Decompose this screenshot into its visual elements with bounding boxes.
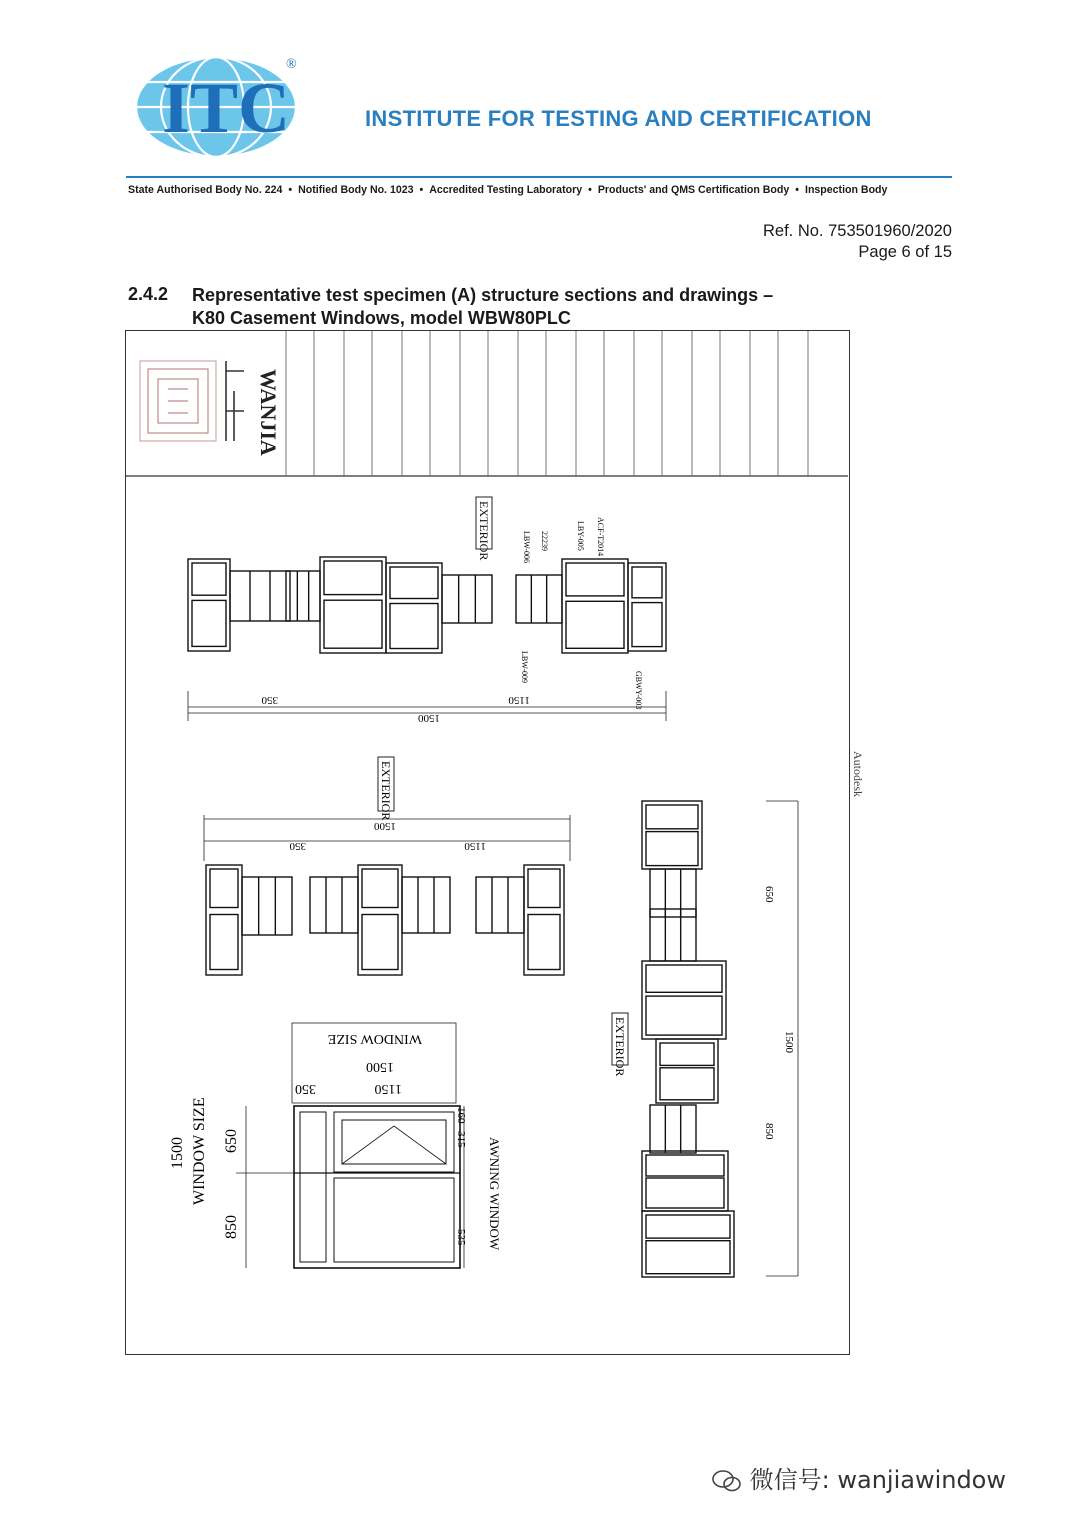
part-code: ACF-T2014: [596, 517, 605, 557]
bullet: •: [288, 184, 293, 196]
section-profile-2: [206, 865, 564, 975]
part-code: 22239: [540, 531, 549, 551]
glass-unit: [650, 1105, 696, 1153]
dim-label: 1500: [374, 820, 396, 832]
dim-label: 350: [261, 694, 278, 706]
profile-chamber: [210, 915, 238, 970]
section-title-line1: Representative test specimen (A) structure sections and drawings –: [192, 285, 774, 305]
profile-chamber: [660, 1068, 714, 1100]
part-code: LBW-006: [522, 531, 531, 563]
profile-chamber: [646, 805, 698, 829]
part-code: LBW-009: [520, 651, 529, 683]
profile-chamber: [632, 603, 662, 647]
dim-label: 1500: [169, 1137, 186, 1169]
profile-chamber: [192, 600, 226, 646]
glass-unit: [310, 877, 358, 933]
dim-label: 160: [455, 1107, 467, 1124]
glass-unit: [516, 575, 562, 623]
profile-chamber: [646, 996, 722, 1035]
page-number: Page 6 of 15: [858, 243, 952, 261]
profile-outline: [188, 559, 230, 651]
profile-chamber: [646, 1155, 724, 1176]
glass-unit: [286, 571, 320, 621]
profile-outline: [642, 1211, 734, 1277]
profile-chamber: [632, 567, 662, 598]
profile-chamber: [646, 1241, 730, 1274]
cad-drawing: [126, 331, 865, 1353]
reference-block: [763, 221, 952, 263]
itc-logo: [132, 52, 308, 162]
wechat-icon: [712, 1469, 742, 1493]
ref-number: Ref. No. 753501960/2020: [763, 222, 952, 240]
header-rule: [126, 176, 952, 178]
glass-unit: [476, 877, 524, 933]
registered-mark: ®: [286, 57, 297, 72]
profile-outline: [628, 563, 666, 651]
brand-chars-icon: [226, 361, 244, 441]
tagline: [128, 184, 958, 196]
bullet: •: [588, 184, 592, 196]
dim-label: 1150: [464, 840, 486, 852]
logo-text: ITC: [162, 68, 291, 148]
drawing-sheet: [125, 330, 865, 1355]
profile-outline: [562, 559, 628, 653]
dim-label: 1500: [366, 1059, 394, 1074]
dim-label: 350: [295, 1081, 316, 1096]
profile-chamber: [390, 604, 438, 649]
tagline-item: Notified Body No. 1023: [298, 184, 414, 196]
tagline-item: Inspection Body: [805, 184, 888, 196]
dim-label: 1150: [508, 694, 530, 706]
dim-label: 315: [455, 1131, 467, 1148]
profile-outline: [206, 865, 242, 975]
glass-unit: [242, 877, 292, 935]
profile-chamber: [528, 915, 560, 970]
autodesk-mark: Autodesk: [851, 751, 865, 797]
window-elevation: [169, 1023, 502, 1268]
section-profile-1: [188, 557, 666, 653]
profile-chamber: [362, 915, 398, 970]
part-code: GBWY-003: [634, 671, 643, 710]
profile-outline: [656, 1039, 718, 1103]
section-title: [192, 284, 773, 330]
brand-name: WANJIA: [256, 369, 281, 456]
glass-unit: [650, 869, 696, 917]
profile-chamber: [192, 563, 226, 595]
bullet: •: [795, 184, 799, 196]
glass-unit: [442, 575, 492, 623]
window-size-label-top: WINDOW SIZE: [327, 1031, 422, 1046]
profile-chamber: [210, 869, 238, 908]
profile-chamber: [566, 563, 624, 596]
wechat-watermark: [712, 1460, 1006, 1495]
dim-label: 1500: [783, 1031, 795, 1053]
window-size-label-left: WINDOW SIZE: [191, 1097, 208, 1205]
profile-chamber: [566, 601, 624, 648]
profile-outline: [642, 961, 726, 1039]
exterior-label-3: EXTERIOR: [613, 1017, 627, 1077]
profile-chamber: [660, 1043, 714, 1065]
section-profile-vertical: [642, 801, 734, 1277]
profile-chamber: [646, 965, 722, 992]
awning-label: AWNING WINDOW: [487, 1137, 502, 1251]
profile-chamber: [362, 869, 398, 908]
bullet: •: [419, 184, 424, 196]
profile-outline: [642, 801, 702, 869]
profile-outline: [524, 865, 564, 975]
section-number: 2.4.2: [128, 284, 169, 304]
profile-chamber: [646, 1178, 724, 1208]
profile-chamber: [646, 1215, 730, 1238]
section-title-line2: K80 Casement Windows, model WBW80PLC: [192, 308, 571, 328]
part-code: LBY-005: [576, 521, 585, 551]
dim-label: 850: [223, 1215, 240, 1239]
globe-logo-icon: [132, 52, 308, 162]
profile-outline: [358, 865, 402, 975]
tagline-item: Accredited Testing Laboratory: [429, 184, 583, 196]
watermark-text: 微信号: wanjiawindow: [749, 1466, 1006, 1494]
dim-label: 850: [763, 1123, 775, 1140]
profile-chamber: [390, 567, 438, 599]
dim-label: 650: [763, 886, 775, 903]
dim-label: 1500: [418, 712, 440, 724]
profile-outline: [320, 557, 386, 653]
profile-chamber: [324, 600, 382, 648]
exterior-label-2: EXTERIOR: [379, 761, 393, 821]
exterior-label-1: EXTERIOR: [477, 501, 491, 561]
dim-label: 535: [455, 1229, 467, 1246]
profile-outline: [386, 563, 442, 653]
dim-label: 1150: [374, 1081, 402, 1096]
tagline-item: Products' and QMS Certification Body: [597, 184, 790, 196]
dim-label: 350: [289, 840, 306, 852]
dim-label: 650: [223, 1129, 240, 1153]
glass-unit: [402, 877, 450, 933]
profile-chamber: [646, 832, 698, 866]
institute-name: INSTITUTE FOR TESTING AND CERTIFICATION: [365, 106, 872, 131]
tagline-item: State Authorised Body No. 224: [128, 184, 283, 196]
profile-outline: [642, 1151, 728, 1211]
glass-unit: [230, 571, 290, 621]
profile-chamber: [324, 561, 382, 595]
profile-chamber: [528, 869, 560, 908]
